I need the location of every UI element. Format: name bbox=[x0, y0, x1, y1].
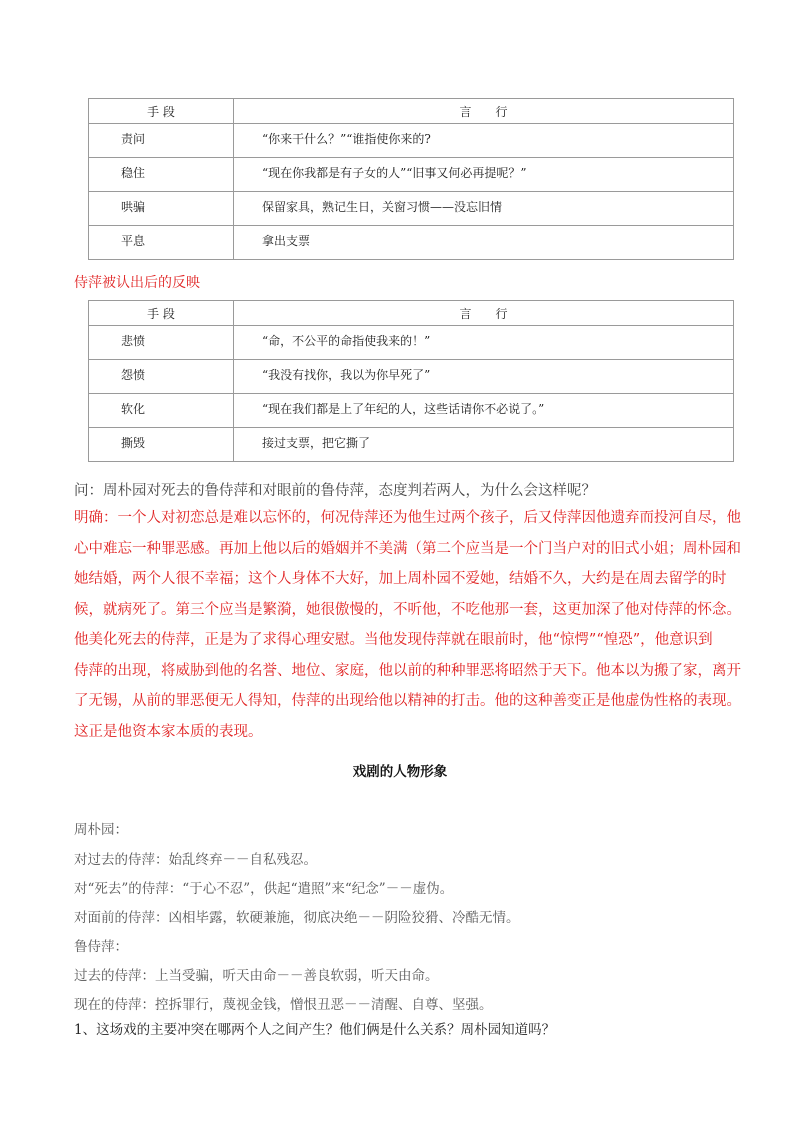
answer-line: 她结婚，两个人很不幸福；这个人身体不大好，加上周朴园不爱她，结婚不久，大约是在周去留学的时 bbox=[74, 571, 727, 587]
character-line: 过去的侍萍：上当受骗，听天由命－－善良软弱，听天由命。 bbox=[74, 968, 439, 984]
table-row bbox=[89, 158, 734, 192]
table-cell-means: 哄骗 bbox=[121, 200, 146, 214]
table-row bbox=[89, 124, 734, 158]
table-header-row bbox=[89, 301, 734, 326]
table-cell-words: “我没有找你，我以为你早死了” bbox=[262, 368, 431, 382]
character-line: 对“死去”的侍萍：“于心不忍”，供起“遣照”来“纪念”－－虚伪。 bbox=[74, 881, 454, 897]
column-header-words: 言 行 bbox=[459, 306, 508, 321]
table-cell-means: 怨愤 bbox=[121, 368, 146, 382]
answer-line: 候，就病死了。第三个应当是繁漪，她很傲慢的，不听他，不吃他那一套，这更加深了他对侍萍的怀念。 bbox=[74, 601, 741, 618]
table-row bbox=[89, 326, 734, 360]
table-row bbox=[89, 428, 734, 462]
table-cell-means: 悲愤 bbox=[121, 334, 146, 348]
answer-line: 侍萍的出现，将威胁到他的名誉、地位、家庭，他以前的种种罪恶将昭然于天下。他本以为搬了家，离开 bbox=[74, 662, 741, 679]
column-header-means: 手 段 bbox=[147, 306, 175, 321]
column-header-means: 手 段 bbox=[147, 104, 175, 119]
table-cell-words: “现在你我都是有子女的人”“旧事又何必再提呢？” bbox=[262, 166, 527, 180]
answer-line: 他美化死去的侍萍，正是为了求得心理安慰。当他发现侍萍就在眼前时，他“惊愕”“惶恐”，他意识到 bbox=[74, 632, 713, 648]
tactics-table-after bbox=[88, 300, 734, 462]
table-row bbox=[89, 226, 734, 260]
table-cell-means: 软化 bbox=[121, 402, 146, 416]
table-row bbox=[89, 360, 734, 394]
question-text: 问：周朴园对死去的鲁侍萍和对眼前的鲁侍萍，态度判若两人，为什么会这样呢？ bbox=[74, 483, 596, 499]
table-cell-words: 拿出支票 bbox=[262, 234, 311, 248]
answer-paragraph bbox=[74, 503, 741, 747]
exercise-question: 1、这场戏的主要冲突在哪两个人之间产生？他们俩是什么关系？周朴园知道吗？ bbox=[74, 1022, 556, 1038]
character-line: 对过去的侍萍：始乱终弃－－自私残忍。 bbox=[74, 852, 317, 868]
table-cell-words: “你来干什么？”“谁指使你来的? bbox=[262, 132, 431, 146]
character-heading: 鲁侍萍： bbox=[74, 939, 128, 955]
table-cell-words: “命，不公平的命指使我来的！” bbox=[262, 334, 431, 348]
table-cell-words: “现在我们都是上了年纪的人，这些话请你不必说了。” bbox=[262, 402, 545, 416]
column-header-words: 言 行 bbox=[459, 104, 508, 119]
table-row bbox=[89, 192, 734, 226]
character-heading: 周朴园： bbox=[74, 822, 128, 838]
section-title: 戏剧的人物形象 bbox=[352, 764, 448, 780]
answer-line: 了无锡，从前的罪恶便无人得知，侍萍的出现给他以精神的打击。他的这种善变正是他虚伪性格的表现。 bbox=[74, 693, 741, 709]
table-cell-means: 稳住 bbox=[121, 166, 146, 180]
answer-line: 心中难忘一种罪恶感。再加上他以后的婚姻并不美满（第二个应当是一个门当户对的旧式小姐；周朴园和 bbox=[74, 540, 741, 557]
section-heading-reaction: 侍萍被认出后的反映 bbox=[74, 275, 200, 291]
table-cell-means: 平息 bbox=[121, 234, 146, 248]
table-header-row bbox=[89, 99, 734, 124]
table-cell-means: 撕毁 bbox=[121, 436, 146, 450]
table-cell-means: 责问 bbox=[121, 132, 146, 146]
character-line: 对面前的侍萍：凶相毕露，软硬兼施，彻底决绝－－阴险狡猾、冷酷无情。 bbox=[74, 910, 520, 926]
table-cell-words: 保留家具，熟记生日，关窗习惯——没忘旧情 bbox=[262, 200, 503, 214]
answer-line: 这正是他资本家本质的表现。 bbox=[74, 723, 263, 740]
character-line: 现在的侍萍：控拆罪行，蔑视金钱，憎恨丑恶－－清醒、自尊、坚强。 bbox=[74, 997, 493, 1013]
answer-line: 明确：一个人对初恋总是难以忘怀的，何况侍萍还为他生过两个孩子，后又侍萍因他遗弃而投河自尽，他 bbox=[74, 510, 741, 526]
tactics-table-before bbox=[88, 98, 734, 260]
table-row bbox=[89, 394, 734, 428]
table-cell-words: 接过支票，把它撕了 bbox=[262, 436, 371, 450]
